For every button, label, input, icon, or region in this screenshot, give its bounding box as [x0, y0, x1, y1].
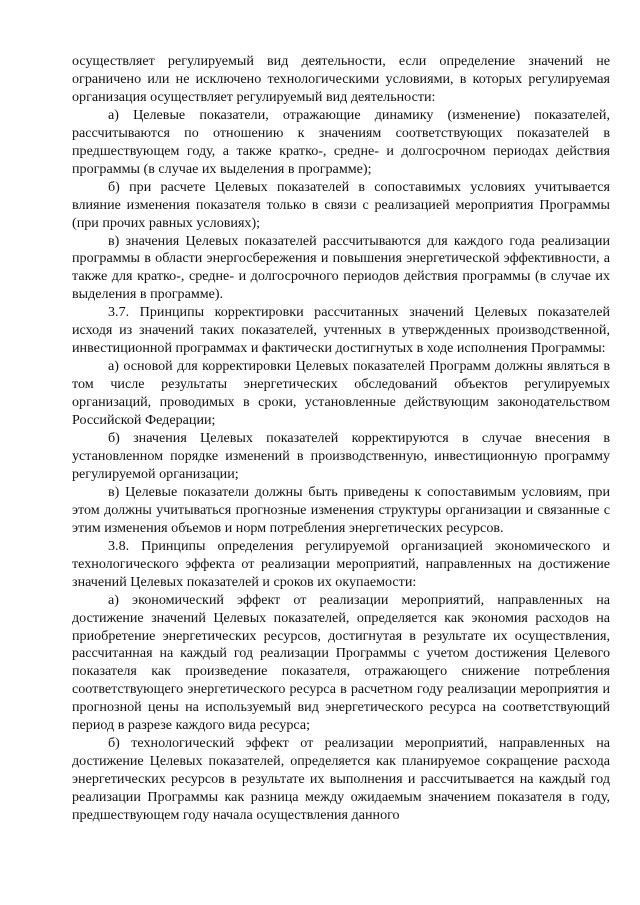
document-page	[72, 53, 610, 825]
paragraph-item-a: а) Целевые показатели, отражающие динамику (изменение) показателей, рассчитываются по отношению к значениям соответствующих показателей в предшествующем году, а также кратко-, средне- и долгосрочном периодах действия программы (в случае их выделения в программе);	[72, 106, 610, 177]
paragraph-item-b: б) при расчете Целевых показателей в сопоставимых условиях учитывается влияние изменения показателя только в связи с реализацией мероприятия Программы (при прочих равных условиях);	[72, 178, 610, 231]
paragraph-3-7-item-b: б) значения Целевых показателей корректируются в случае внесения в установленном порядке изменений в производственную, инвестиционную программу регулируемой организации;	[72, 430, 610, 482]
paragraph-3-8-item-a: а) экономический эффект от реализации мероприятий, направленных на достижение значений Целевых показателей, определяется как экономия расходов на приобретение энергетических ресурсов, достигнутая в результате их осуществления, рассчитанная на каждый год реализации Программы с учетом достижения Целевого показателя как произведение показателя, отражающего снижение потребления соответствующего энергетического ресурса в расчетном году реализации мероприятия и прогнозной цены на используемый вид энергетического ресурса на соответствующий период в разрезе каждого вида ресурса;	[72, 591, 610, 734]
paragraph-item-v: в) значения Целевых показателей рассчитываются для каждого года реализации программы в области энергосбережения и повышения энергетической эффективности, а также для кратко-, средне- и долгосрочного периодов действия программы (в случае их выделения в программе).	[72, 232, 610, 303]
paragraph-3-7-item-a: а) основой для корректировки Целевых показателей Программ должны являться в том числе результаты энергетических обследований объектов регулируемых организаций, проводимых в сроки, установленные действующим законодательством Российской Федерации;	[72, 358, 610, 429]
paragraph-3-7-item-v: в) Целевые показатели должны быть приведены к сопоставимым условиям, при этом должны учитываться прогнозные изменения структуры организации и связанные с этим изменения объемов и норм потребления энергетических ресурсов.	[72, 483, 610, 536]
paragraph-continuation: осуществляет регулируемый вид деятельности, если определение значений не ограничено или не исключено технологическими условиями, в которых регулируемая организация осуществляет регулируемый вид деятельности:	[72, 53, 610, 105]
section-3-7-heading: 3.7. Принципы корректировки рассчитанных значений Целевых показателей исходя из значений таких показателей, учтенных в утвержденных производственной, инвестиционной программах и фактически достигнутых в ходе исполнения Программы:	[72, 304, 610, 357]
paragraph-3-8-item-b: б) технологический эффект от реализации мероприятий, направленных на достижение Целевых показателей, определяется как планируемое сокращение расхода энергетических ресурсов в результате их выполнения и рассчитывается на каждый год реализации Программы как разница между ожидаемым значением показателя в году, предшествующем году начала осуществления данного	[72, 735, 610, 824]
section-3-8-heading: 3.8. Принципы определения регулируемой организацией экономического и технологического эффекта от реализации мероприятий, направленных на достижение значений Целевых показателей и сроков их окупаемости:	[72, 537, 610, 590]
